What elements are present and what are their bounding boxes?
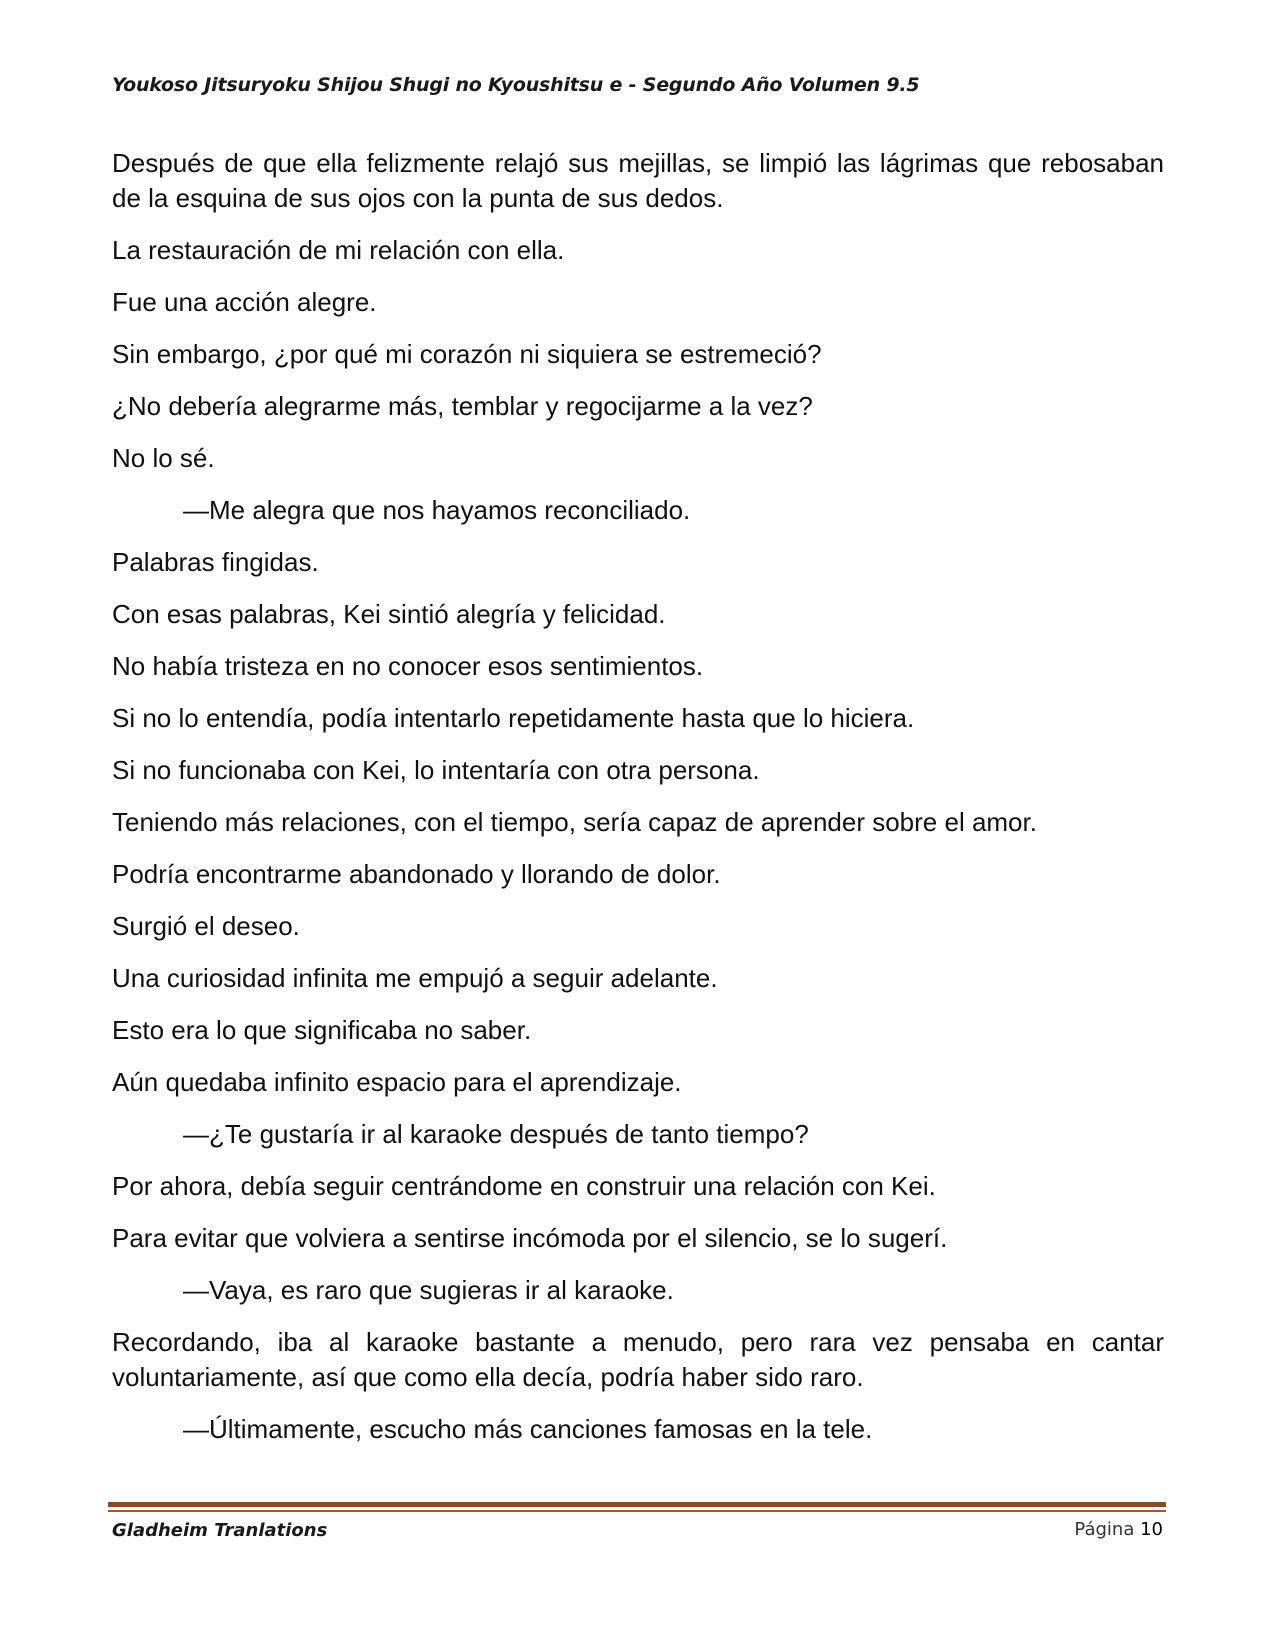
paragraph: Si no funcionaba con Kei, lo intentaría con otra persona. (112, 755, 760, 785)
paragraph: Fue una acción alegre. (112, 287, 377, 317)
paragraph: No había tristeza en no conocer esos sentimientos. (112, 651, 704, 681)
dialogue-line: —¿Te gustaría ir al karaoke después de tanto tiempo? (183, 1119, 809, 1149)
footer-rule-thin (108, 1510, 1166, 1512)
dialogue-line: —Vaya, es raro que sugieras ir al karaoke. (183, 1275, 674, 1305)
dialogue-line: —Me alegra que nos hayamos reconciliado. (183, 495, 691, 525)
paragraph: Para evitar que volviera a sentirse incómoda por el silencio, se lo sugerí. (112, 1223, 948, 1253)
paragraph: Si no lo entendía, podía intentarlo repetidamente hasta que lo hiciera. (112, 703, 915, 733)
paragraph: Después de que ella felizmente relajó sus mejillas, se limpió las lágrimas que rebosaban de la esquina de sus ojos con la punta de sus dedos. (112, 148, 1164, 213)
footer-credit: Gladheim Tranlations (112, 1520, 328, 1541)
page-number-value: 10 (1140, 1519, 1163, 1540)
paragraph: Teniendo más relaciones, con el tiempo, sería capaz de aprender sobre el amor. (112, 807, 1037, 837)
paragraph: Recordando, iba al karaoke bastante a menudo, pero rara vez pensaba en cantar voluntariamente, así que como ella decía, podría haber sido raro. (112, 1327, 1164, 1392)
paragraph: Surgió el deseo. (112, 911, 300, 941)
body-text (112, 146, 1164, 1464)
paragraph: Aún quedaba infinito espacio para el aprendizaje. (112, 1067, 682, 1097)
paragraph: Esto era lo que significaba no saber. (112, 1015, 532, 1045)
page-label: Página (1074, 1519, 1135, 1540)
paragraph: No lo sé. (112, 443, 215, 473)
paragraph: Por ahora, debía seguir centrándome en construir una relación con Kei. (112, 1171, 936, 1201)
page-number (1074, 1519, 1163, 1540)
paragraph: Sin embargo, ¿por qué mi corazón ni siquiera se estremeció? (112, 339, 822, 369)
paragraph: Con esas palabras, Kei sintió alegría y felicidad. (112, 599, 666, 629)
paragraph: ¿No debería alegrarme más, temblar y regocijarme a la vez? (112, 391, 813, 421)
page-header-title: Youkoso Jitsuryoku Shijou Shugi no Kyoushitsu e - Segundo Año Volumen 9.5 (112, 74, 920, 96)
dialogue-line: —Últimamente, escucho más canciones famosas en la tele. (183, 1414, 873, 1444)
paragraph: Podría encontrarme abandonado y llorando de dolor. (112, 859, 721, 889)
footer-rule-thick (108, 1502, 1166, 1507)
paragraph: Una curiosidad infinita me empujó a seguir adelante. (112, 963, 718, 993)
paragraph: La restauración de mi relación con ella. (112, 235, 565, 265)
paragraph: Palabras fingidas. (112, 547, 319, 577)
